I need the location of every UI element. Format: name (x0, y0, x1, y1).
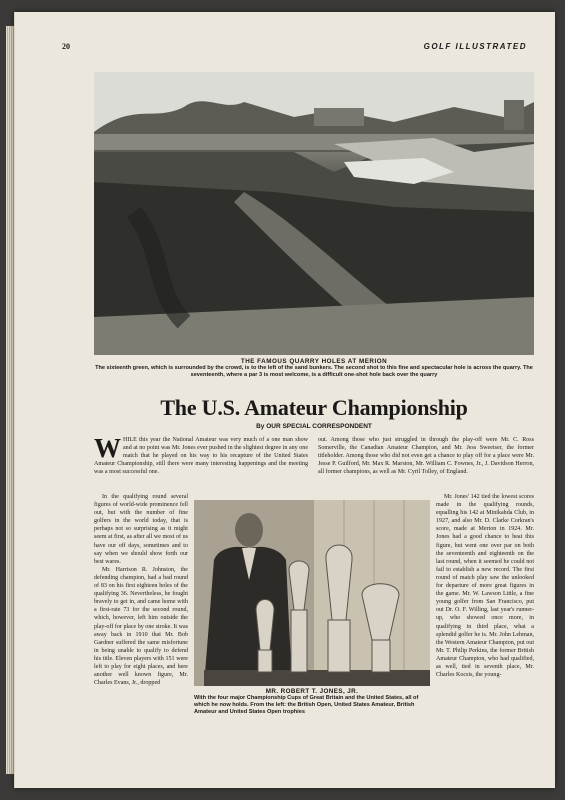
magazine-title: GOLF ILLUSTRATED (423, 42, 527, 51)
article-byline: By OUR SPECIAL CORRESPONDENT (256, 423, 372, 430)
intro-left-column (94, 433, 308, 476)
jones-caption-title: MR. ROBERT T. JONES, JR. (265, 688, 359, 695)
right-narrow-column (436, 493, 534, 679)
intro-paragraph: HILE this year the National Amateur was very much of a one man show and at no point was Mr. Jones ever pushed in the slightest degree in any one match that he played on his way to his recapture of the United States Amateur Championship, still there were many interesting happenings and the meeting was a most successful one. (94, 437, 308, 476)
jones-caption-text: With the four major Championship Cups of Great Britain and the United States, all of which he now holds. From the left: the British Open, United States Amateur, British Amateur and United States Open trophies (194, 695, 419, 715)
portrait-illustration (194, 500, 430, 686)
jones-photo-caption (194, 688, 430, 716)
intro-right-column (318, 436, 534, 476)
left-paragraph-2: Mr. Harrison R. Johnston, the defending champion, had a bad round of 83 on his first eighteen holes of the qualifying 36. Nevertheless, he fought bravely to get in, and came home with a first-rate 73 for the second round, which, however, left him outside the play-off for place by one stroke. It was away back in 1910 that Mr. Bob Gardner suffered the same misfortune in being unable to qualify to defend his title. Eleven players with 151 were left to play for eight places, and here another well known figure, Mr. Charles Evans, Jr., dropped (94, 566, 188, 687)
article-title: The U.S. Amateur Championship (160, 395, 468, 420)
quarry-photo-illustration (94, 72, 534, 355)
right-paragraph-1: Mr. Jones' 142 tied the lowest scores made in the qualifying rounds, equalling his 142 at Minikahda Club, in 1927, and also Mr. D. Clarke Corkran's score, made at Merion in 1924. Mr. Jones had a good chance to beat this figure, but went one over par on both the seventeenth and eighteenth on the last round, when it seemed he could not fail to establish a new record. The first round of match play saw the unlooked for departure of more great figures in the game. Mr. W. Lawson Little, a fine young golfer from San Francisco, put out Dr. O. F. Willing, last year's runner-up, who showed once more, in qualifying in third place, what a splendid golfer he is. Mr. John Lehman, the Western Amateur Champion, put out Mr. T. Philip Perkins, the former British Amateur Champion, who had qualified, as well, tied in seventh place, Mr. Charles Kocsis, the young- (436, 494, 534, 679)
left-narrow-column (94, 493, 188, 687)
intro-continuation: out. Among those who just struggled in through the play-off were Mr. C. Ross Somerville, the Canadian Amateur Champion, and Mr. Jess Sweetser, the former titleholder. Among those who did not even get a chance to play off for a place were Mr. Jesse P. Guilford, Mr. Max R. Marston, Mr. William C. Fownes, Jr., J. Davidson Herron, all former champions, as well as Mr. Cyril Tolley, of England. (318, 437, 534, 476)
quarry-holes-photo (94, 72, 534, 355)
quarry-caption-text: The sixteenth green, which is surrounded by the crowd, is to the left of the sand bunkers. The second shot to this fine and spectacular hole is across the quarry. The seventeenth, where a par 3 is most welcome, is a difficult one-shot hole back over the quarry (95, 365, 533, 378)
page-number: 20 (62, 42, 70, 51)
drop-cap: W (94, 433, 121, 463)
quarry-photo-caption (94, 358, 534, 379)
quarry-caption-title: THE FAMOUS QUARRY HOLES AT MERION (240, 358, 388, 365)
jones-trophies-photo (194, 500, 430, 686)
left-paragraph-1: In the qualifying round several figures of world-wide prominence fell out, but with the number of fine golfers in the world today, that is perhaps not so surprising as it might seem at first, as after all we most of us have our off days, sometimes and to say when we should show forth our best wares. (94, 494, 188, 565)
